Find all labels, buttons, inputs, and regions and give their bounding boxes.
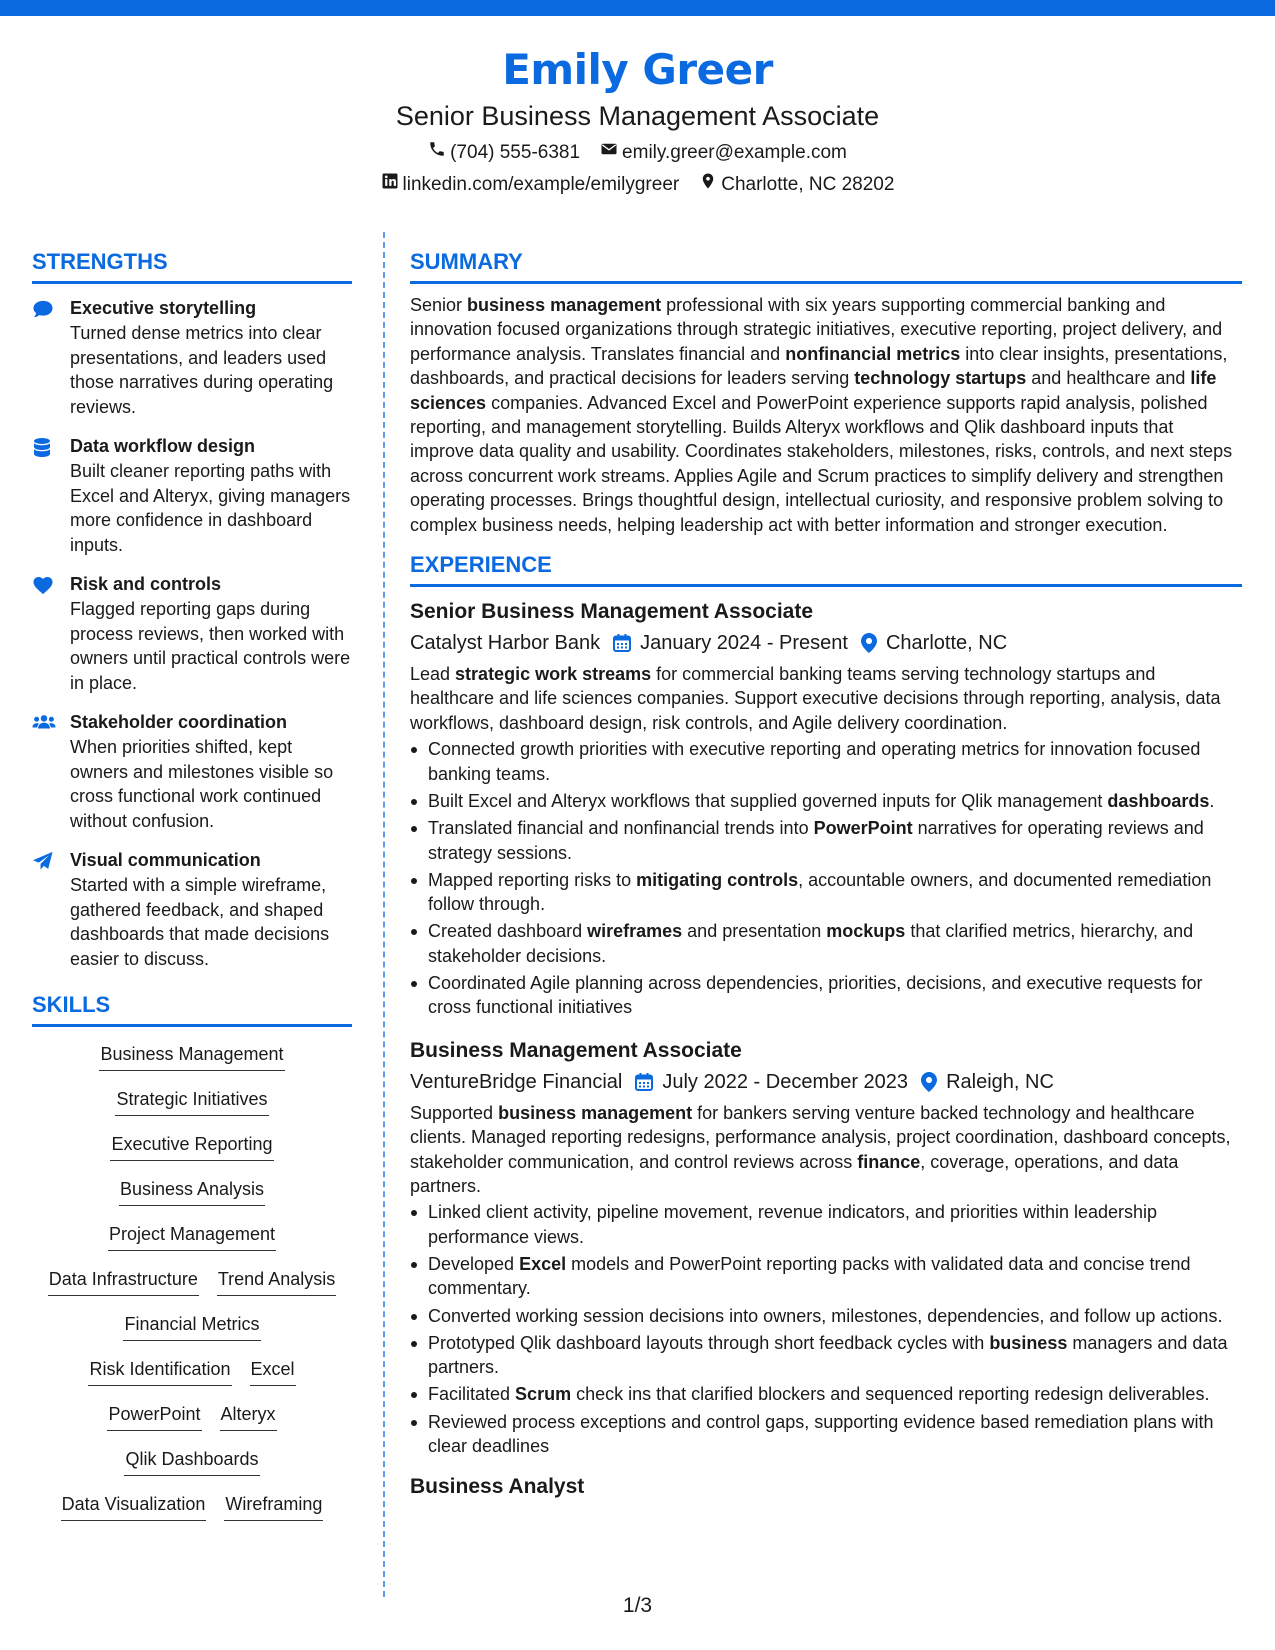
text-segment: . (1209, 790, 1215, 811)
linkedin-icon (381, 170, 399, 200)
skill-row (32, 1041, 352, 1086)
skills-heading: SKILLS (32, 991, 352, 1027)
skill-row (32, 1176, 352, 1221)
text-segment: that clarified metrics, hierarchy, and stakeholder decisions. (428, 921, 1194, 966)
skill-row (32, 1131, 352, 1176)
job-entry (410, 597, 1242, 1020)
skill-tag: Executive Reporting (110, 1131, 273, 1161)
text-segment: and presentation (682, 921, 827, 942)
text-segment: Supported (410, 1102, 499, 1123)
email-text: emily.greer@example.com (622, 142, 847, 163)
text-segment: into clear insights, presentations, dashboards, and practical decisions for leaders serving (410, 343, 1228, 389)
text-segment: Connected growth priorities with executive reporting and operating metrics for innovation focused banking teams. (428, 739, 1201, 784)
candidate-name: Emily Greer (502, 45, 773, 94)
job-meta (410, 628, 1242, 658)
text-segment: narratives for operating reviews and strategy sessions. (428, 818, 1204, 863)
text-segment: Senior (410, 295, 468, 315)
location-text: Charlotte, NC 28202 (721, 174, 895, 195)
skill-tag: Business Analysis (119, 1176, 265, 1206)
calendar-icon (634, 1072, 654, 1092)
map-pin-icon (860, 632, 878, 654)
job-dates: July 2022 - December 2023 (662, 1070, 909, 1093)
bold-keyword: business management (498, 1102, 693, 1123)
job-description (410, 1101, 1242, 1199)
bullet-item (410, 816, 1242, 865)
skill-row (32, 1311, 352, 1356)
text-segment: Built Excel and Alteryx workflows that supplied governed inputs for Qlik management (428, 790, 1108, 811)
bold-keyword: Scrum (515, 1384, 572, 1405)
strengths-heading: STRENGTHS (32, 248, 352, 284)
strength-item (32, 572, 352, 695)
bold-keyword: Excel (519, 1253, 567, 1274)
summary-heading: SUMMARY (410, 248, 1242, 284)
job-dates: January 2024 - Present (640, 632, 848, 655)
bullet-item (410, 1304, 1242, 1328)
strengths-list (32, 296, 352, 971)
experience-heading: EXPERIENCE (410, 551, 1242, 587)
linkedin-text: linkedin.com/example/emilygreer (402, 174, 680, 195)
strength-description: Built cleaner reporting paths with Excel and Alteryx, giving managers more confidence in dashboard inputs. (70, 461, 351, 555)
left-column (32, 248, 352, 1536)
skill-tag: Wireframing (224, 1491, 323, 1521)
bullet-item (410, 1382, 1242, 1406)
location-contact (699, 170, 894, 200)
phone-text: (704) 555-6381 (450, 142, 581, 163)
job-title: Business Management Associate (410, 1038, 742, 1062)
text-segment: Mapped reporting risks to (428, 869, 637, 890)
job-title: Business Analyst (410, 1475, 585, 1499)
skill-tag: Qlik Dashboards (124, 1446, 259, 1476)
bold-keyword: technology startups (854, 368, 1027, 389)
text-segment: Translated financial and nonfinancial trends into (428, 818, 814, 839)
text-segment: for commercial banking teams serving technology startups and healthcare and life sciences companies. Support executive decisions through reporting, analysis, data workflows, dashboard design, risk controls, and Agile delivery coordination. (410, 664, 1221, 733)
phone-icon (428, 138, 446, 168)
text-segment: , accountable owners, and documented remediation follow through. (428, 869, 1212, 915)
phone-contact[interactable] (428, 138, 580, 168)
bullet-item (410, 737, 1242, 786)
bold-keyword: nonfinancial metrics (785, 343, 961, 364)
text-segment: Coordinated Agile planning across dependencies, priorities, decisions, and executive requests for cross functional initiatives (428, 972, 1203, 1018)
job-location: Charlotte, NC (885, 632, 1008, 655)
candidate-title: Senior Business Management Associate (395, 101, 880, 131)
calendar-icon (612, 633, 632, 653)
strength-item (32, 434, 352, 557)
text-segment: managers and data partners. (428, 1332, 1228, 1378)
skill-tag: PowerPoint (107, 1401, 201, 1431)
skill-tag: Alteryx (220, 1401, 277, 1431)
strength-name: Executive storytelling (70, 298, 257, 318)
speech-bubble-icon (32, 296, 56, 419)
skills-list (32, 1041, 352, 1536)
bold-keyword: dashboards (1107, 790, 1210, 811)
skill-row (32, 1086, 352, 1131)
skill-tag: Trend Analysis (217, 1266, 336, 1296)
company-name: VentureBridge Financial (410, 1070, 623, 1093)
text-segment: Developed (428, 1253, 520, 1274)
strength-description: Flagged reporting gaps during process reviews, then worked with owners until practical controls were in place. (70, 599, 351, 693)
bold-keyword: business management (467, 295, 662, 315)
strength-item (32, 848, 352, 971)
job-bullets (410, 737, 1242, 1019)
envelope-icon (600, 138, 618, 168)
strength-item (32, 710, 352, 833)
bullet-item (410, 1252, 1242, 1301)
job-entry (410, 1036, 1242, 1459)
job-description (410, 662, 1242, 735)
text-segment: Lead (410, 664, 456, 685)
skill-tag: Business Management (99, 1041, 284, 1071)
bullet-item (410, 1410, 1242, 1459)
text-segment: Reviewed process exceptions and control gaps, supporting evidence based remediation plans with clear deadlines (428, 1411, 1214, 1456)
bullet-item (410, 1331, 1242, 1380)
map-pin-icon (699, 170, 717, 200)
text-segment: Prototyped Qlik dashboard layouts through short feedback cycles with (428, 1332, 990, 1353)
job-bullets (410, 1200, 1242, 1458)
skill-row (32, 1266, 352, 1311)
text-segment: Linked client activity, pipeline movement, revenue indicators, and priorities within leadership performance views. (428, 1202, 1158, 1247)
linkedin-contact[interactable] (381, 170, 680, 200)
bullet-item (410, 971, 1242, 1020)
skill-tag: Data Infrastructure (48, 1266, 199, 1296)
skill-row (32, 1491, 352, 1536)
job-entry (410, 1472, 1242, 1502)
job-meta (410, 1067, 1242, 1097)
text-segment: companies. Advanced Excel and PowerPoint experience supports rapid analysis, polished reporting, and management storytelling. Builds Alteryx workflows and Qlik dashboard inputs that improve data quality and usability. Coordinates stakeholders, milestones, risks, controls, and next steps across concurrent work streams. Applies Agile and Scrum practices to simplify delivery and strengthen operating processes. Brings thoughtful design, intellectual curiosity, and responsive problem solving to complex business needs, helping leadership act with better information and stronger execution. (410, 392, 1233, 535)
text-segment: , coverage, operations, and data partners. (410, 1151, 1179, 1196)
skill-row (32, 1221, 352, 1266)
skill-tag: Project Management (108, 1221, 276, 1251)
bullet-item (410, 868, 1242, 917)
bold-keyword: PowerPoint (813, 818, 913, 839)
strength-description: Started with a simple wireframe, gathered feedback, and shaped dashboards that made decisions easier to discuss. (70, 875, 330, 969)
column-divider (383, 232, 385, 1597)
text-segment: models and PowerPoint reporting packs with validated data and concise trend commentary. (428, 1253, 1191, 1299)
job-title: Senior Business Management Associate (410, 600, 814, 624)
strength-description: Turned dense metrics into clear presentations, and leaders used those narratives during operating reviews. (70, 323, 334, 417)
bold-keyword: finance (857, 1151, 921, 1172)
text-segment: professional with six years supporting commercial banking and innovation focused organizations through strategic initiatives, executive reporting, project delivery, and performance analysis. Translates financial and (410, 295, 1223, 364)
heart-icon (32, 572, 56, 695)
strength-item (32, 296, 352, 419)
paper-plane-icon (32, 848, 56, 971)
bullet-item (410, 1200, 1242, 1249)
right-column (410, 248, 1242, 1502)
strength-name: Risk and controls (70, 574, 222, 594)
skill-tag: Risk Identification (88, 1356, 231, 1386)
users-icon (32, 710, 56, 833)
skill-row (32, 1356, 352, 1401)
bold-keyword: life sciences (410, 368, 1217, 413)
bold-keyword: mockups (826, 921, 906, 942)
skill-row (32, 1401, 352, 1446)
top-accent-bar (0, 0, 1275, 16)
job-location: Raleigh, NC (946, 1070, 1054, 1093)
email-contact[interactable] (600, 138, 847, 168)
text-segment: and healthcare and (1026, 368, 1191, 389)
skill-row (32, 1446, 352, 1491)
strength-name: Visual communication (70, 850, 261, 870)
skill-tag: Excel (250, 1356, 296, 1386)
database-icon (32, 434, 56, 557)
resume-header (0, 44, 1275, 200)
strength-name: Data workflow design (70, 436, 256, 456)
text-segment: for bankers serving venture backed technology and healthcare clients. Managed reporting redesigns, performance analysis, project coordination, dashboard concepts, stakeholder communication, and control reviews across (410, 1102, 1231, 1172)
strength-name: Stakeholder coordination (70, 712, 288, 732)
bold-keyword: business (989, 1332, 1068, 1353)
text-segment: check ins that clarified blockers and sequenced reporting redesign deliverables. (571, 1384, 1210, 1405)
map-pin-icon (920, 1071, 938, 1093)
summary-text (410, 293, 1242, 537)
bold-keyword: strategic work streams (455, 664, 652, 685)
skill-tag: Data Visualization (61, 1491, 207, 1521)
experience-list (410, 597, 1242, 1502)
bold-keyword: wireframes (587, 921, 683, 942)
bold-keyword: mitigating controls (636, 869, 799, 890)
skill-tag: Strategic Initiatives (115, 1086, 268, 1116)
company-name: Catalyst Harbor Bank (410, 632, 601, 655)
strength-description: When priorities shifted, kept owners and milestones visible so cross functional work continued without confusion. (70, 737, 334, 831)
bullet-item (410, 789, 1242, 813)
contact-row-1 (0, 138, 1275, 168)
text-segment: Converted working session decisions into owners, milestones, dependencies, and follow up actions. (428, 1305, 1223, 1326)
contact-row-2 (0, 170, 1275, 200)
text-segment: Facilitated (428, 1384, 516, 1405)
text-segment: Created dashboard (428, 921, 588, 942)
page-number: 1/3 (622, 1594, 653, 1617)
skill-tag: Financial Metrics (123, 1311, 260, 1341)
bullet-item (410, 919, 1242, 968)
